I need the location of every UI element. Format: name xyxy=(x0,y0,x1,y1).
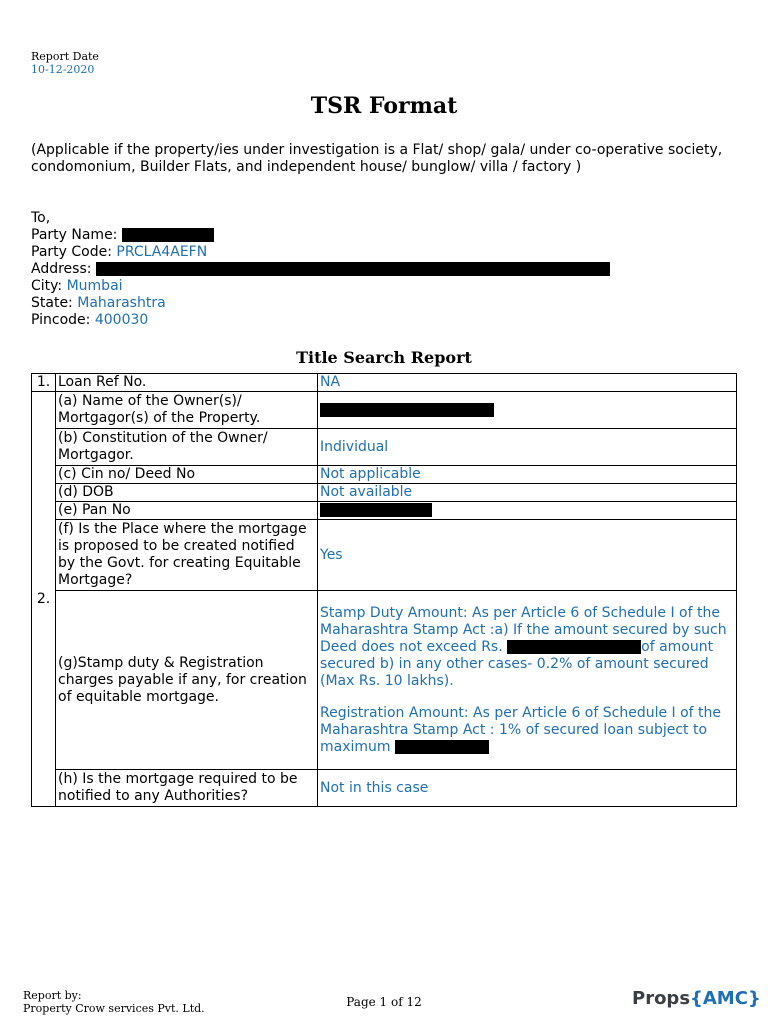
owner-name-label: (a) Name of the Owner(s)/ Mortgagor(s) of the Property. xyxy=(56,392,318,429)
city-label: City: xyxy=(31,278,63,294)
state-value: Maharashtra xyxy=(77,295,166,311)
brand-amc: AMC xyxy=(702,988,748,1009)
stamp-duty-text xyxy=(320,605,734,690)
section-title: Title Search Report xyxy=(296,348,472,367)
authority-notification-value: Not in this case xyxy=(318,770,737,807)
owner-name-value xyxy=(318,392,737,429)
report-date-value: 10-12-2020 xyxy=(31,63,95,76)
report-date-label: Report Date xyxy=(31,50,99,63)
party-code-label: Party Code: xyxy=(31,244,112,260)
pan-redaction xyxy=(320,503,432,517)
address-label: Address: xyxy=(31,261,92,277)
to-line: To, xyxy=(31,210,51,226)
authority-notification-label: (h) Is the mortgage required to be notified to any Authorities? xyxy=(56,770,318,807)
stamp-duty-value xyxy=(318,591,737,770)
dob-label: (d) DOB xyxy=(56,484,318,502)
registration-amount-redaction xyxy=(395,740,489,754)
pincode-value: 400030 xyxy=(94,312,149,328)
page-number: Page 1 of 12 xyxy=(346,995,422,1009)
govt-notified-label: (f) Is the Place where the mortgage is proposed to be created notified by the Govt. for creating Equitable Mortgage? xyxy=(56,520,318,591)
cin-deed-label: (c) Cin no/ Deed No xyxy=(56,466,318,484)
brand-props: Props xyxy=(632,988,691,1009)
table-row xyxy=(32,770,737,807)
table-row xyxy=(32,484,737,502)
addressee-block xyxy=(31,210,610,329)
stamp-duty-label: (g)Stamp duty & Registration charges payable if any, for creation of equitable mortgage. xyxy=(56,591,318,770)
applicability-note: (Applicable if the property/ies under investigation is a Flat/ shop/ gala/ under co-operative society, condomonium, Builder Flats, and independent house/ bunglow/ villa / factory ) xyxy=(31,142,723,175)
address-redaction xyxy=(96,262,610,276)
govt-notified-value: Yes xyxy=(318,520,737,591)
party-name-label: Party Name: xyxy=(31,227,118,243)
owner-name-redaction xyxy=(320,403,494,417)
table-row xyxy=(32,429,737,466)
constitution-label: (b) Constitution of the Owner/ Mortgagor. xyxy=(56,429,318,466)
address-row xyxy=(31,261,610,278)
party-name-redaction xyxy=(122,228,214,242)
registration-text-body: Registration Amount: As per Article 6 of Schedule I of the Maharashtra Stamp Act : 1% of secured loan subject to maximum xyxy=(320,704,722,755)
loan-ref-label: Loan Ref No. xyxy=(56,374,318,392)
stamp-duty-text-part-1: Stamp Duty Amount: As per Article 6 of Schedule I of the Maharashtra Stamp Act :a) If the amount secured by such Deed does not exceed Rs. xyxy=(320,604,727,655)
table-row xyxy=(32,392,737,429)
loan-ref-value: NA xyxy=(318,374,737,392)
table-row xyxy=(32,520,737,591)
title-search-table xyxy=(31,373,737,807)
stamp-amount-redaction xyxy=(507,640,641,654)
state-row xyxy=(31,295,610,312)
table-row xyxy=(32,591,737,770)
registration-text xyxy=(320,705,734,756)
pincode-label: Pincode: xyxy=(31,312,91,328)
row-number: 2. xyxy=(32,392,56,807)
cin-deed-value: Not applicable xyxy=(318,466,737,484)
pan-label: (e) Pan No xyxy=(56,502,318,520)
page-title: TSR Format xyxy=(310,93,458,119)
pincode-row xyxy=(31,312,610,329)
company-name: Property Crow services Pvt. Ltd. xyxy=(23,1002,205,1015)
stamp-duty-text-part-2: of amount secured b) in any other cases- 0.2% of amount secured (Max Rs. 10 lakhs). xyxy=(320,638,714,689)
party-name-row xyxy=(31,227,610,244)
party-code-value: PRCLA4AEFN xyxy=(116,244,208,260)
pan-value xyxy=(318,502,737,520)
report-date-block xyxy=(31,50,99,76)
constitution-value: Individual xyxy=(318,429,737,466)
party-code-row xyxy=(31,244,610,261)
table-row xyxy=(32,502,737,520)
brand-open-brace: { xyxy=(690,988,703,1009)
row-number: 1. xyxy=(32,374,56,392)
city-row xyxy=(31,278,610,295)
state-label: State: xyxy=(31,295,73,311)
dob-value: Not available xyxy=(318,484,737,502)
propsamc-logo xyxy=(632,988,761,1009)
table-row xyxy=(32,374,737,392)
city-value: Mumbai xyxy=(66,278,123,294)
brand-close-brace: } xyxy=(747,988,761,1009)
table-row xyxy=(32,466,737,484)
report-by-label: Report by: xyxy=(23,989,82,1002)
